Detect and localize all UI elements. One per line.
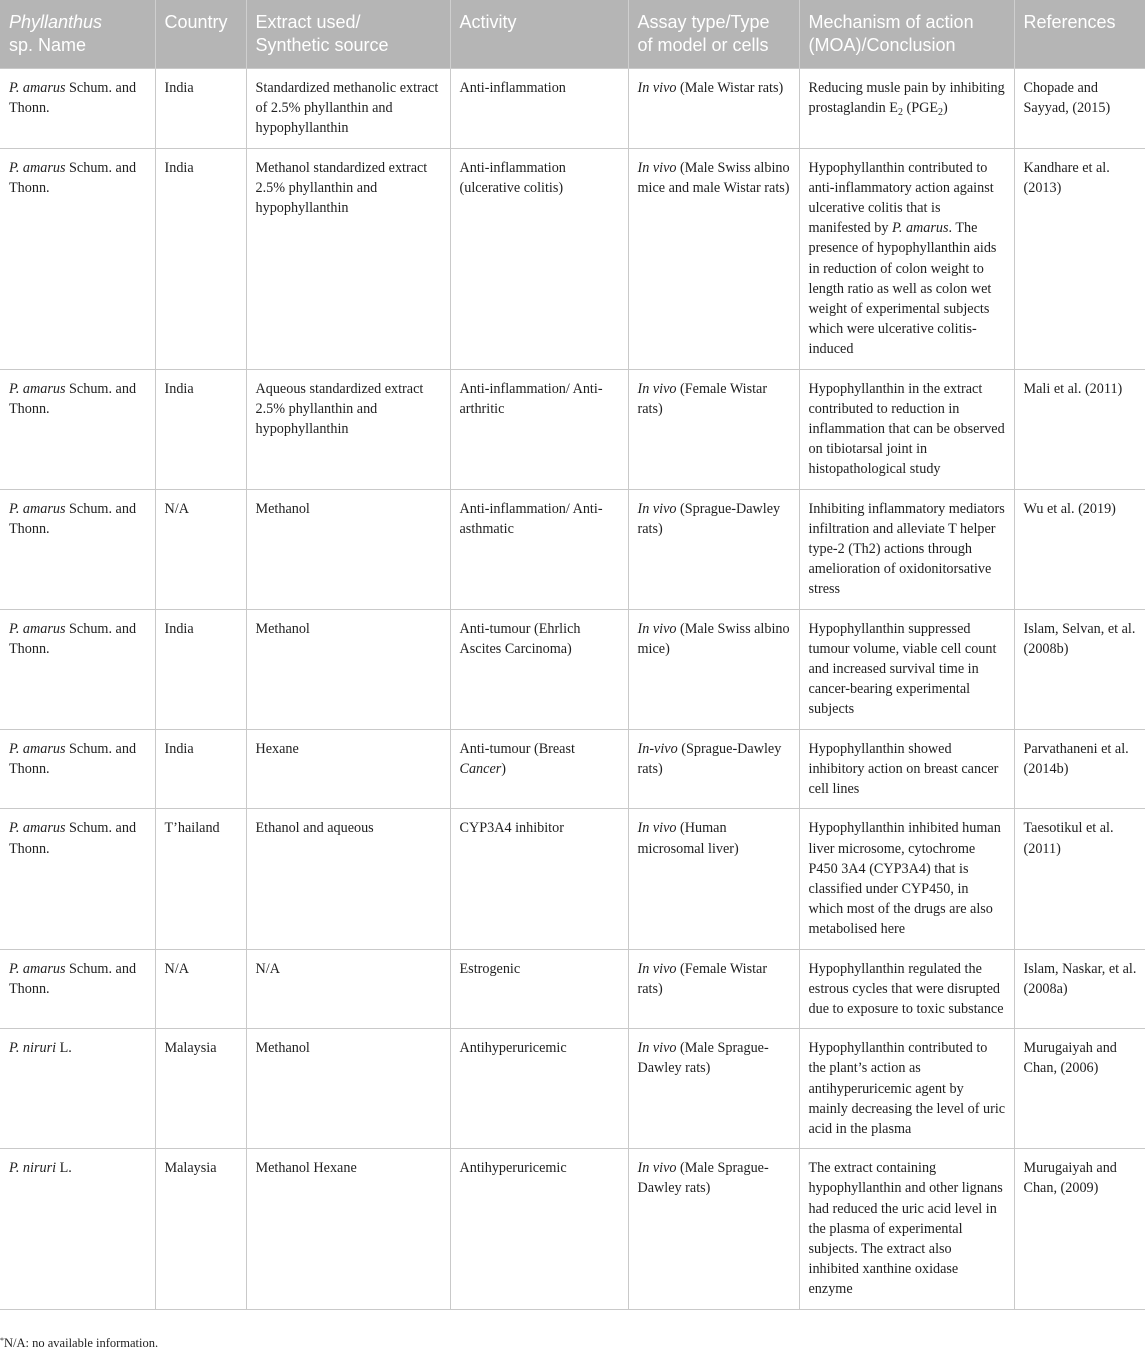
table-row [0, 369, 1145, 489]
cell-activity: Antihyperuricemic [450, 1149, 628, 1309]
cell-country: N/A [155, 949, 246, 1029]
cell-activity: Anti-tumour (Breast Cancer) [450, 729, 628, 809]
cell-moa: Hypophyllanthin in the extract contributed to reduction in inflammation that can be observed on tibiotarsal joint in histopathological study [799, 369, 1014, 489]
cell-species: P. amarus Schum. and Thonn. [0, 69, 155, 149]
table-row [0, 809, 1145, 949]
cell-reference: Kandhare et al. (2013) [1014, 148, 1145, 369]
cell-species: P. amarus Schum. and Thonn. [0, 729, 155, 809]
cell-reference: Mali et al. (2011) [1014, 369, 1145, 489]
table-row [0, 69, 1145, 149]
table-row [0, 949, 1145, 1029]
header-assay: Assay type/Type of model or cells [628, 0, 799, 69]
cell-reference: Islam, Naskar, et al. (2008a) [1014, 949, 1145, 1029]
cell-extract: Methanol [246, 1029, 450, 1149]
cell-moa: Hypophyllanthin regulated the estrous cycles that were disrupted due to exposure to toxic substance [799, 949, 1014, 1029]
header-country: Country [155, 0, 246, 69]
cell-activity: CYP3A4 inhibitor [450, 809, 628, 949]
cell-activity: Antihyperuricemic [450, 1029, 628, 1149]
cell-extract: N/A [246, 949, 450, 1029]
cell-reference: Chopade and Sayyad, (2015) [1014, 69, 1145, 149]
cell-assay: In vivo (Male Sprague-Dawley rats) [628, 1029, 799, 1149]
cell-activity: Anti-inflammation (ulcerative colitis) [450, 148, 628, 369]
cell-activity: Anti-tumour (Ehrlich Ascites Carcinoma) [450, 609, 628, 729]
cell-species: P. amarus Schum. and Thonn. [0, 369, 155, 489]
cell-species: P. amarus Schum. and Thonn. [0, 809, 155, 949]
cell-species: P. niruri L. [0, 1029, 155, 1149]
cell-country: India [155, 609, 246, 729]
table-row [0, 1149, 1145, 1309]
cell-extract: Methanol [246, 609, 450, 729]
cell-reference: Taesotikul et al. (2011) [1014, 809, 1145, 949]
cell-reference: Murugaiyah and Chan, (2009) [1014, 1149, 1145, 1309]
cell-activity: Estrogenic [450, 949, 628, 1029]
cell-country: T’hailand [155, 809, 246, 949]
cell-species: P. niruri L. [0, 1149, 155, 1309]
cell-country: N/A [155, 489, 246, 609]
cell-moa: Hypophyllanthin contributed to the plant’s action as antihyperuricemic agent by mainly decreasing the level of uric acid in the plasma [799, 1029, 1014, 1149]
cell-country: India [155, 729, 246, 809]
cell-assay: In vivo (Male Sprague-Dawley rats) [628, 1149, 799, 1309]
cell-activity: Anti-inflammation [450, 69, 628, 149]
cell-activity: Anti-inflammation/ Anti-arthritic [450, 369, 628, 489]
cell-extract: Aqueous standardized extract 2.5% phyllanthin and hypophyllanthin [246, 369, 450, 489]
cell-extract: Methanol standardized extract 2.5% phyllanthin and hypophyllanthin [246, 148, 450, 369]
cell-extract: Ethanol and aqueous [246, 809, 450, 949]
cell-reference: Wu et al. (2019) [1014, 489, 1145, 609]
header-extract: Extract used/ Synthetic source [246, 0, 450, 69]
cell-country: Malaysia [155, 1149, 246, 1309]
cell-species: P. amarus Schum. and Thonn. [0, 148, 155, 369]
cell-reference: Islam, Selvan, et al. (2008b) [1014, 609, 1145, 729]
header-references: References [1014, 0, 1145, 69]
cell-country: Malaysia [155, 1029, 246, 1149]
cell-extract: Methanol Hexane [246, 1149, 450, 1309]
cell-assay: In vivo (Male Wistar rats) [628, 69, 799, 149]
cell-assay: In vivo (Female Wistar rats) [628, 949, 799, 1029]
cell-extract: Hexane [246, 729, 450, 809]
cell-moa: The extract containing hypophyllanthin and other lignans had reduced the uric acid level in the plasma of experimental subjects. The extract also inhibited xanthine oxidase enzyme [799, 1149, 1014, 1309]
cell-country: India [155, 369, 246, 489]
cell-reference: Parvathaneni et al. (2014b) [1014, 729, 1145, 809]
cell-extract: Standardized methanolic extract of 2.5% phyllanthin and hypophyllanthin [246, 69, 450, 149]
table-body [0, 69, 1145, 1310]
table-footnote: *N/A: no available information. [0, 1336, 159, 1350]
cell-assay: In-vivo (Sprague-Dawley rats) [628, 729, 799, 809]
cell-extract: Methanol [246, 489, 450, 609]
cell-moa: Hypophyllanthin showed inhibitory action on breast cancer cell lines [799, 729, 1014, 809]
header-species: Phyllanthus sp. Name [0, 0, 155, 69]
cell-moa: Reducing musle pain by inhibiting prostaglandin $E_2$ $(PGE_2)$ [799, 69, 1014, 149]
cell-assay: In vivo (Human microsomal liver) [628, 809, 799, 949]
table-header [0, 0, 1145, 69]
cell-moa: Hypophyllanthin inhibited human liver microsome, cytochrome P450 3A4 (CYP3A4) that is classified under CYP450, in which most of the drugs are also metabolised here [799, 809, 1014, 949]
cell-assay: In vivo (Male Swiss albino mice) [628, 609, 799, 729]
cell-species: P. amarus Schum. and Thonn. [0, 949, 155, 1029]
cell-assay: In vivo (Female Wistar rats) [628, 369, 799, 489]
header-row [0, 0, 1145, 69]
cell-reference: Murugaiyah and Chan, (2006) [1014, 1029, 1145, 1149]
cell-activity: Anti-inflammation/ Anti-asthmatic [450, 489, 628, 609]
header-moa: Mechanism of action (MOA)/Conclusion [799, 0, 1014, 69]
table-row [0, 1029, 1145, 1149]
table-row [0, 609, 1145, 729]
table-row [0, 148, 1145, 369]
header-activity: Activity [450, 0, 628, 69]
cell-country: India [155, 148, 246, 369]
table-row [0, 729, 1145, 809]
cell-assay: In vivo (Male Swiss albino mice and male Wistar rats) [628, 148, 799, 369]
cell-moa: Hypophyllanthin suppressed tumour volume, viable cell count and increased survival time in cancer-bearing experimental subjects [799, 609, 1014, 729]
cell-species: P. amarus Schum. and Thonn. [0, 489, 155, 609]
cell-moa: Hypophyllanthin contributed to anti-inflammatory action against ulcerative colitis that is manifested by P. amarus. The presence of hypophyllanthin aids in reduction of colon weight to length ratio as well as colon wet weight of experimental subjects which were ulcerative colitis-induced [799, 148, 1014, 369]
table-row [0, 489, 1145, 609]
cell-assay: In vivo (Sprague-Dawley rats) [628, 489, 799, 609]
cell-country: India [155, 69, 246, 149]
cell-moa: Inhibiting inflammatory mediators infiltration and alleviate T helper type-2 (Th2) actions through amelioration of oxidonitorsative stress [799, 489, 1014, 609]
cell-species: P. amarus Schum. and Thonn. [0, 609, 155, 729]
